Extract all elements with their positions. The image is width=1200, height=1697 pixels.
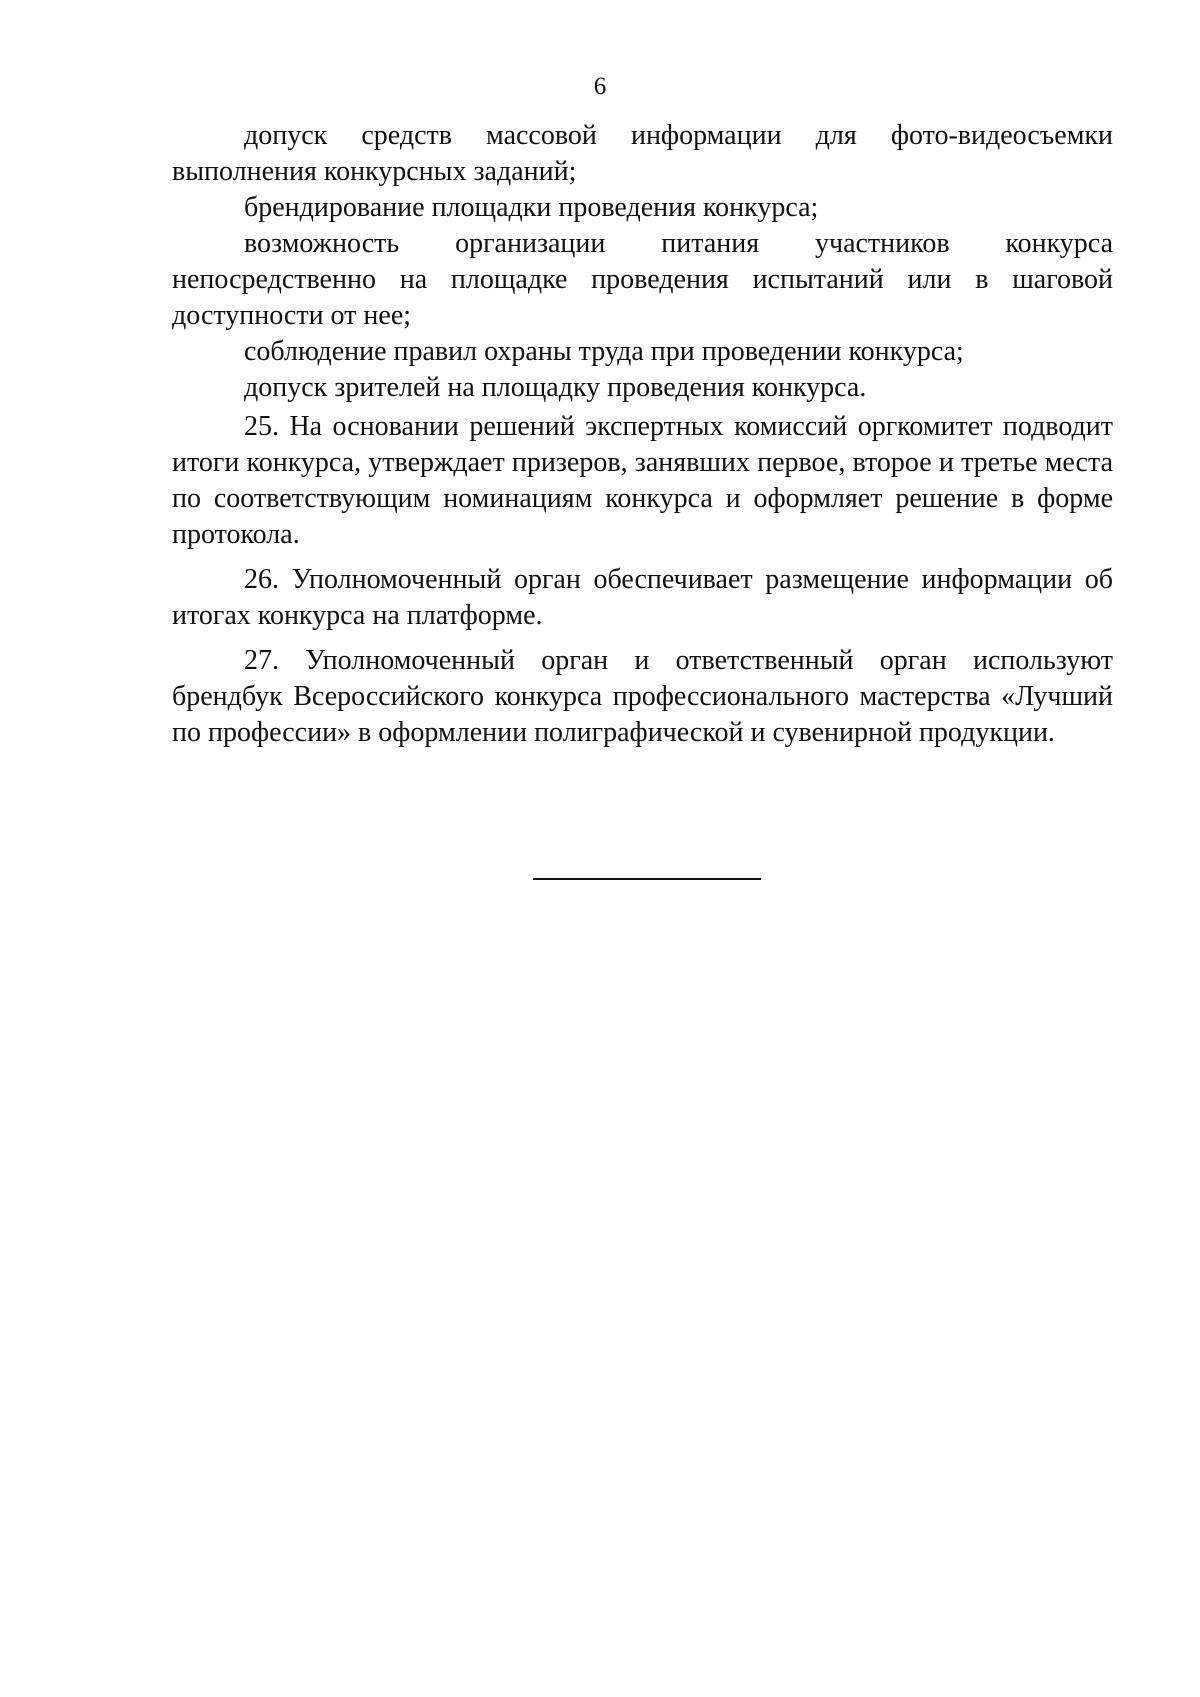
paragraph-spectator-access: допуск зрителей на площадку проведения конкурса.	[244, 372, 867, 403]
paragraph-venue-branding: брендирование площадки проведения конкурса;	[244, 192, 819, 223]
paragraph-media-access: допуск средств массовой информации для фото-видеосъемки выполнения конкурсных заданий;	[172, 120, 1113, 187]
paragraph-labor-safety: соблюдение правил охраны труда при проведении конкурса;	[244, 336, 964, 367]
end-separator-line	[533, 878, 761, 880]
paragraph-item-26: 26. Уполномоченный орган обеспечивает размещение информации об итогах конкурса на платформе.	[172, 564, 1113, 631]
paragraph-catering: возможность организации питания участников конкурса непосредственно на площадке проведения испытаний или в шаговой доступности от нее;	[172, 228, 1113, 331]
paragraph-item-25: 25. На основании решений экспертных комиссий оргкомитет подводит итоги конкурса, утверждает призеров, занявших первое, второе и третье места по соответствующим номинациям конкурса и оформляет решение в форме протокола.	[172, 411, 1113, 550]
page-number: 6	[593, 73, 607, 100]
document-body	[172, 118, 1113, 751]
paragraph-item-27: 27. Уполномоченный орган и ответственный орган используют брендбук Всероссийского конкурса профессионального мастерства «Лучший по профессии» в оформлении полиграфической и сувенирной продукции.	[172, 645, 1113, 748]
